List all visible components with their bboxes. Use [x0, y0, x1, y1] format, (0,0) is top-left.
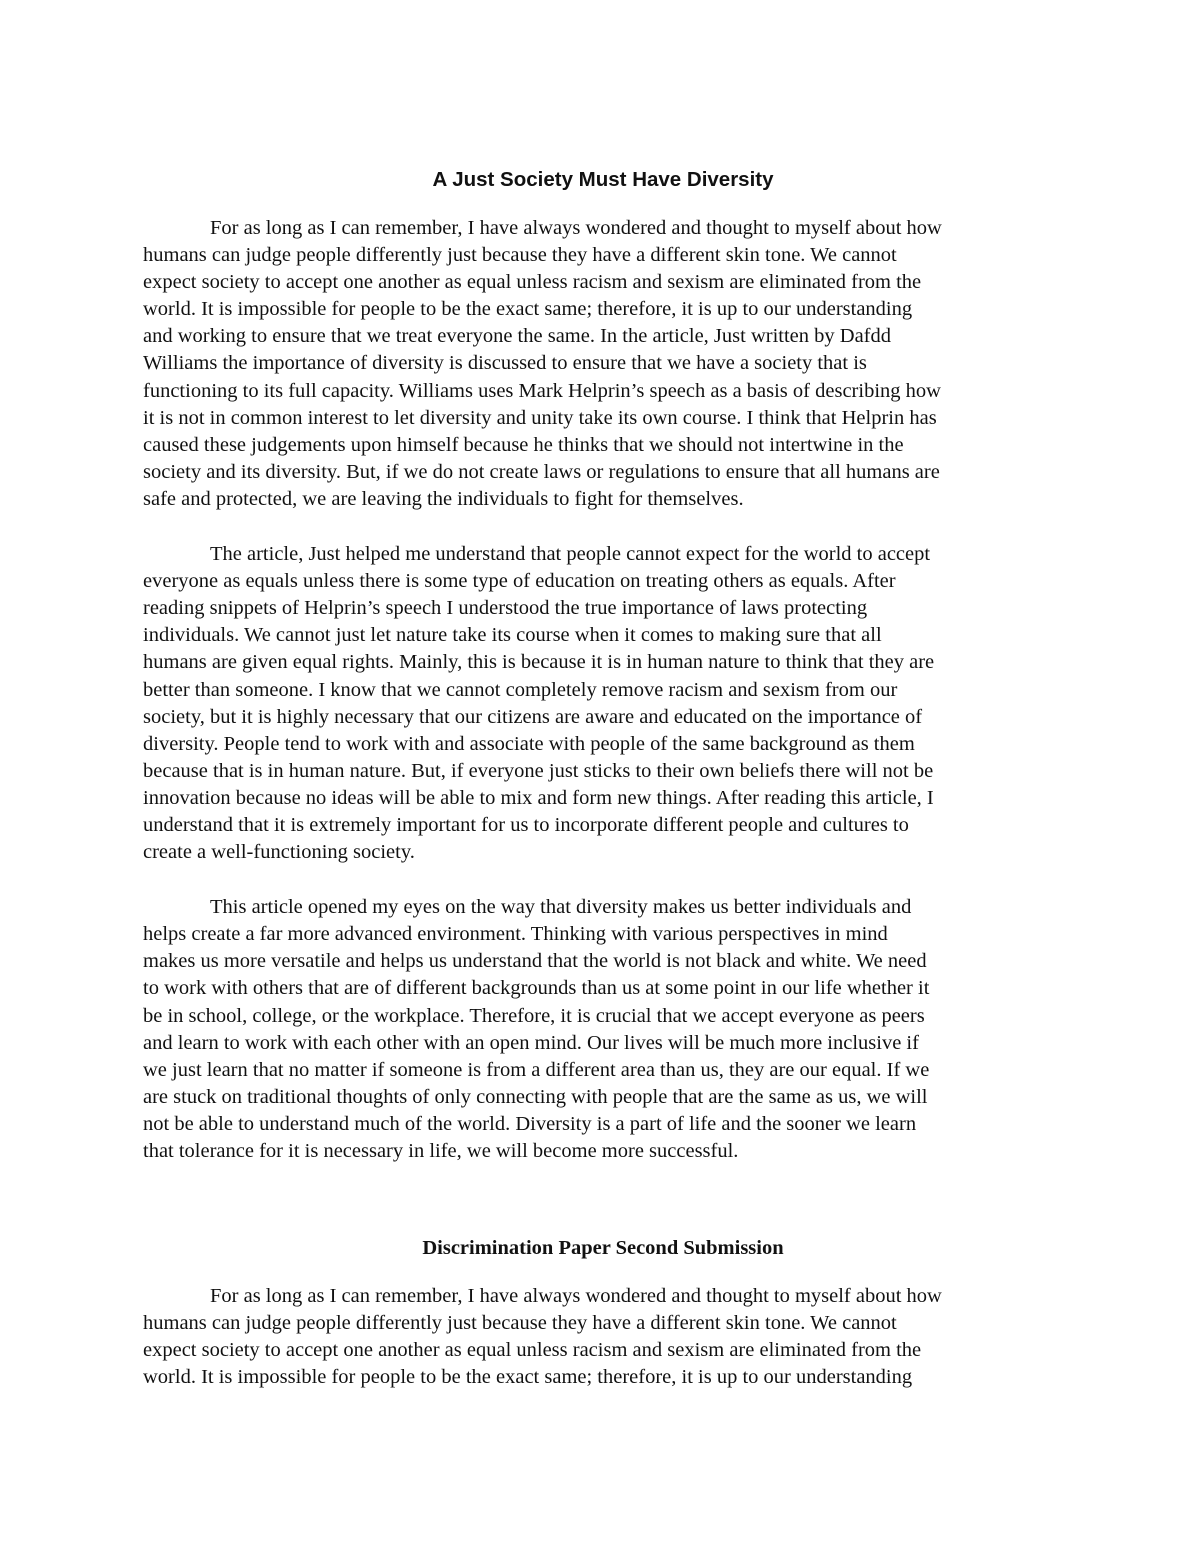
text-line: society, but it is highly necessary that our citizens are aware and educated on the importance of: [143, 705, 923, 728]
text-line: world. It is impossible for people to be the exact same; therefore, it is up to our understanding: [143, 298, 913, 321]
text-line: everyone as equals unless there is some type of education on treating others as equals. After: [143, 570, 896, 593]
text-line: functioning to its full capacity. Williams uses Mark Helprin’s speech as a basis of describing how: [143, 379, 941, 402]
paragraph-3: [143, 894, 1063, 1165]
document-body: [143, 161, 1063, 1391]
text-line: caused these judgements upon himself because he thinks that we should not intertwine in the: [143, 433, 904, 456]
text-line: expect society to accept one another as equal unless racism and sexism are eliminated from the: [143, 1339, 922, 1362]
text-line: create a well-functioning society.: [143, 841, 415, 864]
text-line: safe and protected, we are leaving the individuals to fight for themselves.: [143, 487, 744, 510]
text-line: society and its diversity. But, if we do not create laws or regulations to ensure that all humans are: [143, 460, 940, 483]
text-line: because that is in human nature. But, if everyone just sticks to their own beliefs there will not be: [143, 759, 934, 782]
text-line: not be able to understand much of the world. Diversity is a part of life and the sooner we learn: [143, 1112, 917, 1135]
text-line: reading snippets of Helprin’s speech I understood the true importance of laws protecting: [143, 597, 868, 620]
text-line: makes us more versatile and helps us understand that the world is not black and white. We need: [143, 950, 927, 973]
text-line: world. It is impossible for people to be the exact same; therefore, it is up to our understanding: [143, 1366, 913, 1389]
text-line: humans can judge people differently just because they have a different skin tone. We cannot: [143, 1312, 897, 1335]
text-line: that tolerance for it is necessary in life, we will become more successful.: [143, 1140, 739, 1162]
text-line: helps create a far more advanced environment. Thinking with various perspectives in mind: [143, 923, 888, 946]
text-line: we just learn that no matter if someone is from a different area than us, they are our equal. If we: [143, 1058, 930, 1081]
text-line: it is not in common interest to let diversity and unity take its own course. I think that Helprin has: [143, 406, 937, 429]
text-line: innovation because no ideas will be able to mix and form new things. After reading this article, I: [143, 786, 934, 809]
text-line: better than someone. I know that we cannot completely remove racism and sexism from our: [143, 678, 898, 701]
text-line: understand that it is extremely important for us to incorporate different people and cultures to: [143, 813, 909, 836]
text-line: diversity. People tend to work with and associate with people of the same background as them: [143, 732, 915, 755]
text-line: For as long as I can remember, I have always wondered and thought to myself about how: [210, 1285, 942, 1308]
text-line: and learn to work with each other with an open mind. Our lives will be much more inclusive if: [143, 1031, 919, 1054]
text-line: Williams the importance of diversity is discussed to ensure that we have a society that is: [143, 352, 867, 375]
text-line: The article, Just helped me understand that people cannot expect for the world to accept: [210, 543, 931, 566]
paragraph-2: [143, 541, 1063, 866]
text-line: For as long as I can remember, I have always wondered and thought to myself about how: [210, 217, 942, 239]
text-line: and working to ensure that we treat everyone the same. In the article, Just written by Dafdd: [143, 325, 891, 348]
paragraph-1: [143, 215, 1063, 513]
text-line: humans can judge people differently just because they have a different skin tone. We cannot: [143, 244, 897, 267]
section-spacer: [143, 1165, 1063, 1233]
essay-title: A Just Society Must Have Diversity: [432, 168, 774, 191]
text-line: This article opened my eyes on the way that diversity makes us better individuals and: [210, 896, 912, 919]
text-line: humans are given equal rights. Mainly, this is because it is in human nature to think that they are: [143, 651, 935, 674]
text-line: expect society to accept one another as equal unless racism and sexism are eliminated from the: [143, 271, 922, 294]
text-line: to work with others that are of different backgrounds than us at some point in our life whether it: [143, 977, 930, 1000]
text-line: are stuck on traditional thoughts of only connecting with people that are the same as us, we will: [143, 1085, 928, 1108]
text-line: individuals. We cannot just let nature take its course when it comes to making sure that all: [143, 624, 882, 647]
second-submission-paragraph: [143, 1283, 1063, 1391]
text-line: be in school, college, or the workplace. Therefore, it is crucial that we accept everyone as peers: [143, 1004, 925, 1027]
second-submission-title: Discrimination Paper Second Submission: [422, 1237, 784, 1260]
